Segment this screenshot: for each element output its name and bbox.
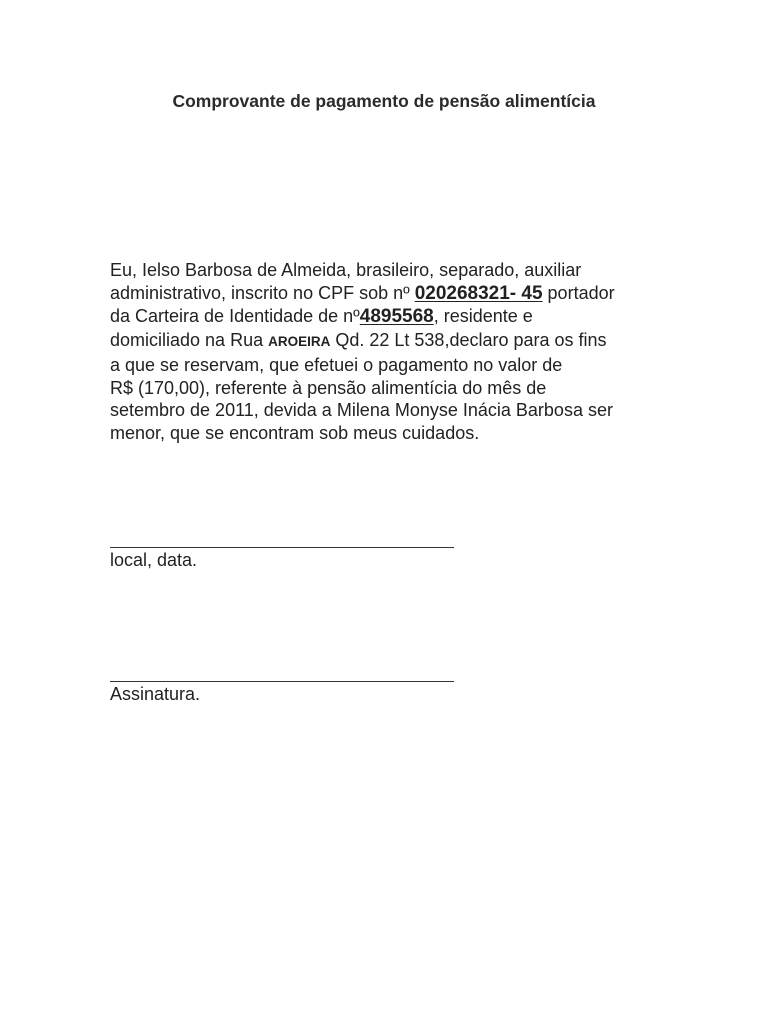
rg-number: 4895568 [359,306,434,328]
place-date-label: local, data. [110,550,198,570]
body-line-7: setembro de 2011, devida a Milena Monyse Inácia Barbosa ser [110,400,613,421]
body-text-segment: administrativo, inscrito no CPF sob nº [110,282,415,303]
body-line-4 [110,329,670,354]
body-line-8: menor, que se encontram sob meus cuidados. [110,422,480,443]
document-title: Comprovante de pagamento de pensão alimentícia [172,91,596,111]
street-name: AROEIRA [268,334,331,350]
body-line-6: R$ (170,00), referente à pensão alimentícia do mês de [110,377,547,398]
body-line-1: Eu, Ielso Barbosa de Almeida, brasileiro, separado, auxiliar [110,260,582,280]
body-line-2 [110,282,670,306]
body-line-5: a que se reservam, que efetuei o pagamento no valor de [110,354,563,375]
body-text-segment: da Carteira de Identidade de nº [110,306,360,327]
body-line-3 [110,305,670,329]
body-text-segment: domiciliado na Rua [110,330,269,351]
declaration-paragraph [110,259,670,445]
place-date-line [110,547,454,548]
body-text-segment: portador [542,282,615,303]
signature-line [110,681,454,682]
body-text-segment: , residente e [433,306,533,327]
body-text-segment: Qd. 22 Lt 538,declaro para os fins [330,330,607,351]
signature-label: Assinatura. [110,684,201,704]
cpf-number: 020268321- 45 [414,282,543,304]
